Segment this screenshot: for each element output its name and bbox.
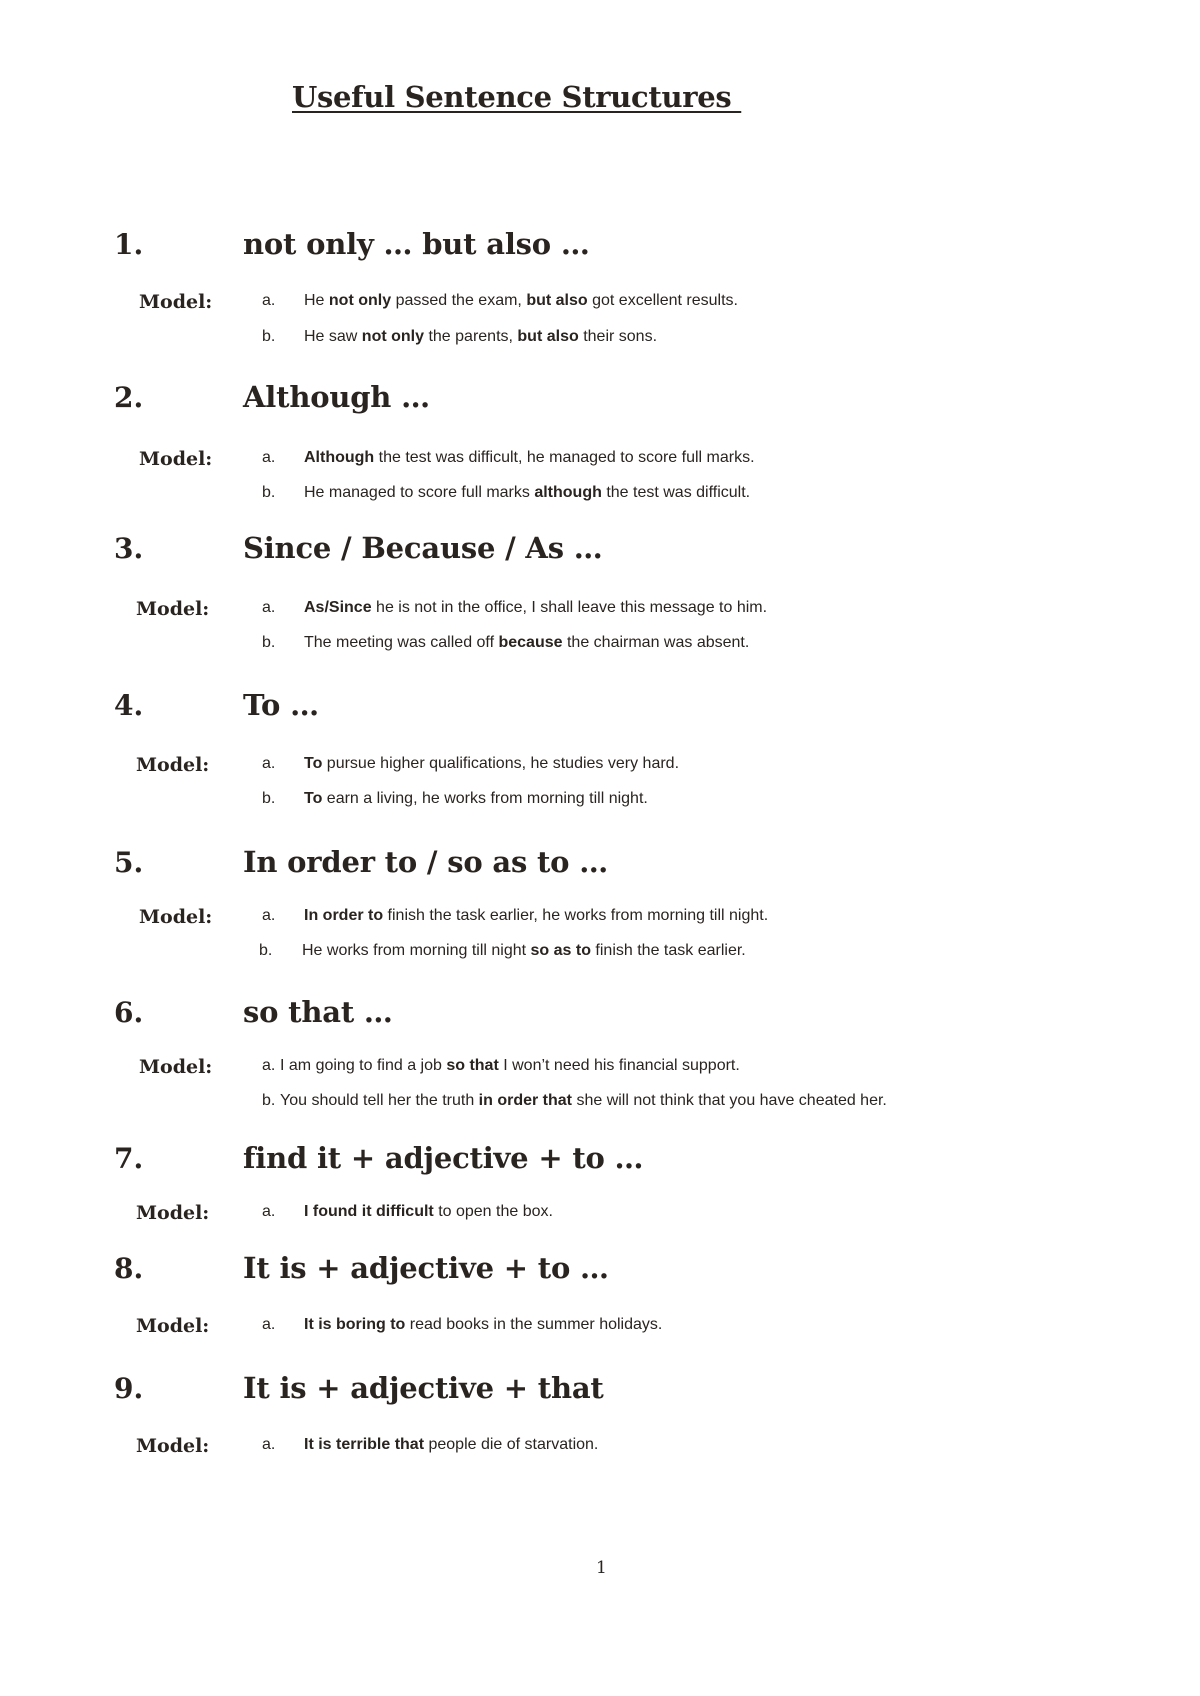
example-marker: b. [262, 634, 276, 651]
example-marker: a. [262, 907, 276, 924]
sentence-fragment: the parents, [424, 328, 518, 345]
section-heading: To … [243, 688, 319, 722]
sentence-fragment: finish the task earlier. [590, 942, 746, 959]
example-marker: b. [262, 484, 276, 501]
example-sentence [304, 449, 755, 467]
example-marker: a. [262, 755, 276, 772]
example-sentence [304, 1316, 662, 1334]
example-marker: b. [262, 328, 276, 345]
sentence-fragment: The meeting was called off [304, 634, 499, 651]
example-sentence [304, 328, 657, 346]
section-heading: It is + adjective + to … [243, 1251, 609, 1285]
section-heading: not only … but also … [243, 227, 590, 261]
example-marker: a. [262, 1203, 276, 1220]
example-sentence [302, 942, 746, 960]
example-sentence [304, 292, 738, 310]
sentence-fragment: He [304, 292, 329, 309]
emphasis-phrase: but also [526, 292, 588, 309]
section-number: 1. [114, 228, 144, 261]
model-label: Model: [136, 1435, 210, 1457]
model-label: Model: [136, 598, 210, 620]
emphasis-phrase: To [304, 755, 323, 772]
emphasis-phrase: I found it difficult [304, 1203, 434, 1220]
model-label: Model: [139, 1056, 213, 1078]
sentence-fragment: read books in the summer holidays. [405, 1316, 663, 1333]
emphasis-phrase: although [534, 484, 602, 501]
sentence-fragment: their sons. [578, 328, 658, 345]
example-marker: a. [262, 599, 276, 616]
model-label: Model: [136, 1315, 210, 1337]
sentence-fragment: she will not think that you have cheated her. [572, 1092, 887, 1109]
emphasis-phrase: but also [517, 328, 579, 345]
example-sentence [304, 1436, 598, 1454]
sentence-fragment: He managed to score full marks [304, 484, 535, 501]
example-sentence [280, 1092, 887, 1110]
example-marker: b. [262, 790, 276, 807]
section-heading: find it + adjective + to … [243, 1141, 644, 1175]
page-number: 1 [596, 1558, 607, 1578]
sentence-fragment: to open the box. [433, 1203, 553, 1220]
example-sentence [304, 790, 648, 808]
example-marker: b. [259, 942, 273, 959]
emphasis-phrase: As/Since [304, 599, 372, 616]
section-number: 4. [114, 689, 144, 722]
model-label: Model: [139, 291, 213, 313]
sentence-fragment: earn a living, he works from morning till night. [322, 790, 648, 807]
emphasis-phrase: In order to [304, 907, 384, 924]
sentence-fragment: I am going to find a job [280, 1057, 447, 1074]
section-number: 2. [114, 381, 144, 414]
sentence-fragment: the chairman was absent. [562, 634, 750, 651]
sentence-fragment: he is not in the office, I shall leave this message to him. [371, 599, 768, 616]
example-marker: b. [262, 1092, 276, 1109]
sentence-fragment: You should tell her the truth [280, 1092, 479, 1109]
example-sentence [304, 907, 768, 925]
model-label: Model: [136, 754, 210, 776]
section-number: 6. [114, 996, 144, 1029]
section-number: 9. [114, 1372, 144, 1405]
emphasis-phrase: Although [304, 449, 375, 466]
section-heading: Although … [243, 380, 430, 414]
section-number: 8. [114, 1252, 144, 1285]
sentence-fragment: the test was difficult. [601, 484, 751, 501]
sentence-fragment: I won’t need his financial support. [498, 1057, 740, 1074]
emphasis-phrase: because [498, 634, 563, 651]
example-marker: a. [262, 1316, 276, 1333]
example-sentence [304, 755, 679, 773]
emphasis-phrase: To [304, 790, 323, 807]
emphasis-phrase: not only [328, 292, 392, 309]
example-sentence [304, 1203, 553, 1221]
emphasis-phrase: in order that [478, 1092, 572, 1109]
emphasis-phrase: so that [446, 1057, 499, 1074]
section-heading: In order to / so as to … [243, 845, 609, 879]
section-heading: Since / Because / As … [243, 531, 603, 565]
example-marker: a. [262, 449, 276, 466]
example-sentence [280, 1057, 740, 1075]
emphasis-phrase: not only [361, 328, 425, 345]
sentence-fragment: got excellent results. [587, 292, 738, 309]
example-sentence [304, 484, 750, 502]
emphasis-phrase: It is terrible that [304, 1436, 425, 1453]
page-title: Useful Sentence Structures [292, 80, 742, 114]
sentence-fragment: He saw [304, 328, 362, 345]
example-sentence [304, 634, 749, 652]
example-marker: a. [262, 292, 276, 309]
section-number: 3. [114, 532, 144, 565]
model-label: Model: [139, 906, 213, 928]
section-number: 7. [114, 1142, 144, 1175]
sentence-fragment: He works from morning till night [302, 942, 531, 959]
section-number: 5. [114, 846, 144, 879]
sentence-fragment: the test was difficult, he managed to score full marks. [374, 449, 755, 466]
section-heading: It is + adjective + that [243, 1371, 604, 1405]
sentence-fragment: pursue higher qualifications, he studies very hard. [322, 755, 680, 772]
sentence-fragment: finish the task earlier, he works from morning till night. [383, 907, 769, 924]
sentence-fragment: passed the exam, [391, 292, 527, 309]
emphasis-phrase: so as to [530, 942, 591, 959]
section-heading: so that … [243, 995, 393, 1029]
sentence-fragment: people die of starvation. [424, 1436, 599, 1453]
example-sentence [304, 599, 767, 617]
example-marker: a. [262, 1436, 276, 1453]
example-marker: a. [262, 1057, 276, 1074]
model-label: Model: [139, 448, 213, 470]
emphasis-phrase: It is boring to [304, 1316, 406, 1333]
model-label: Model: [136, 1202, 210, 1224]
